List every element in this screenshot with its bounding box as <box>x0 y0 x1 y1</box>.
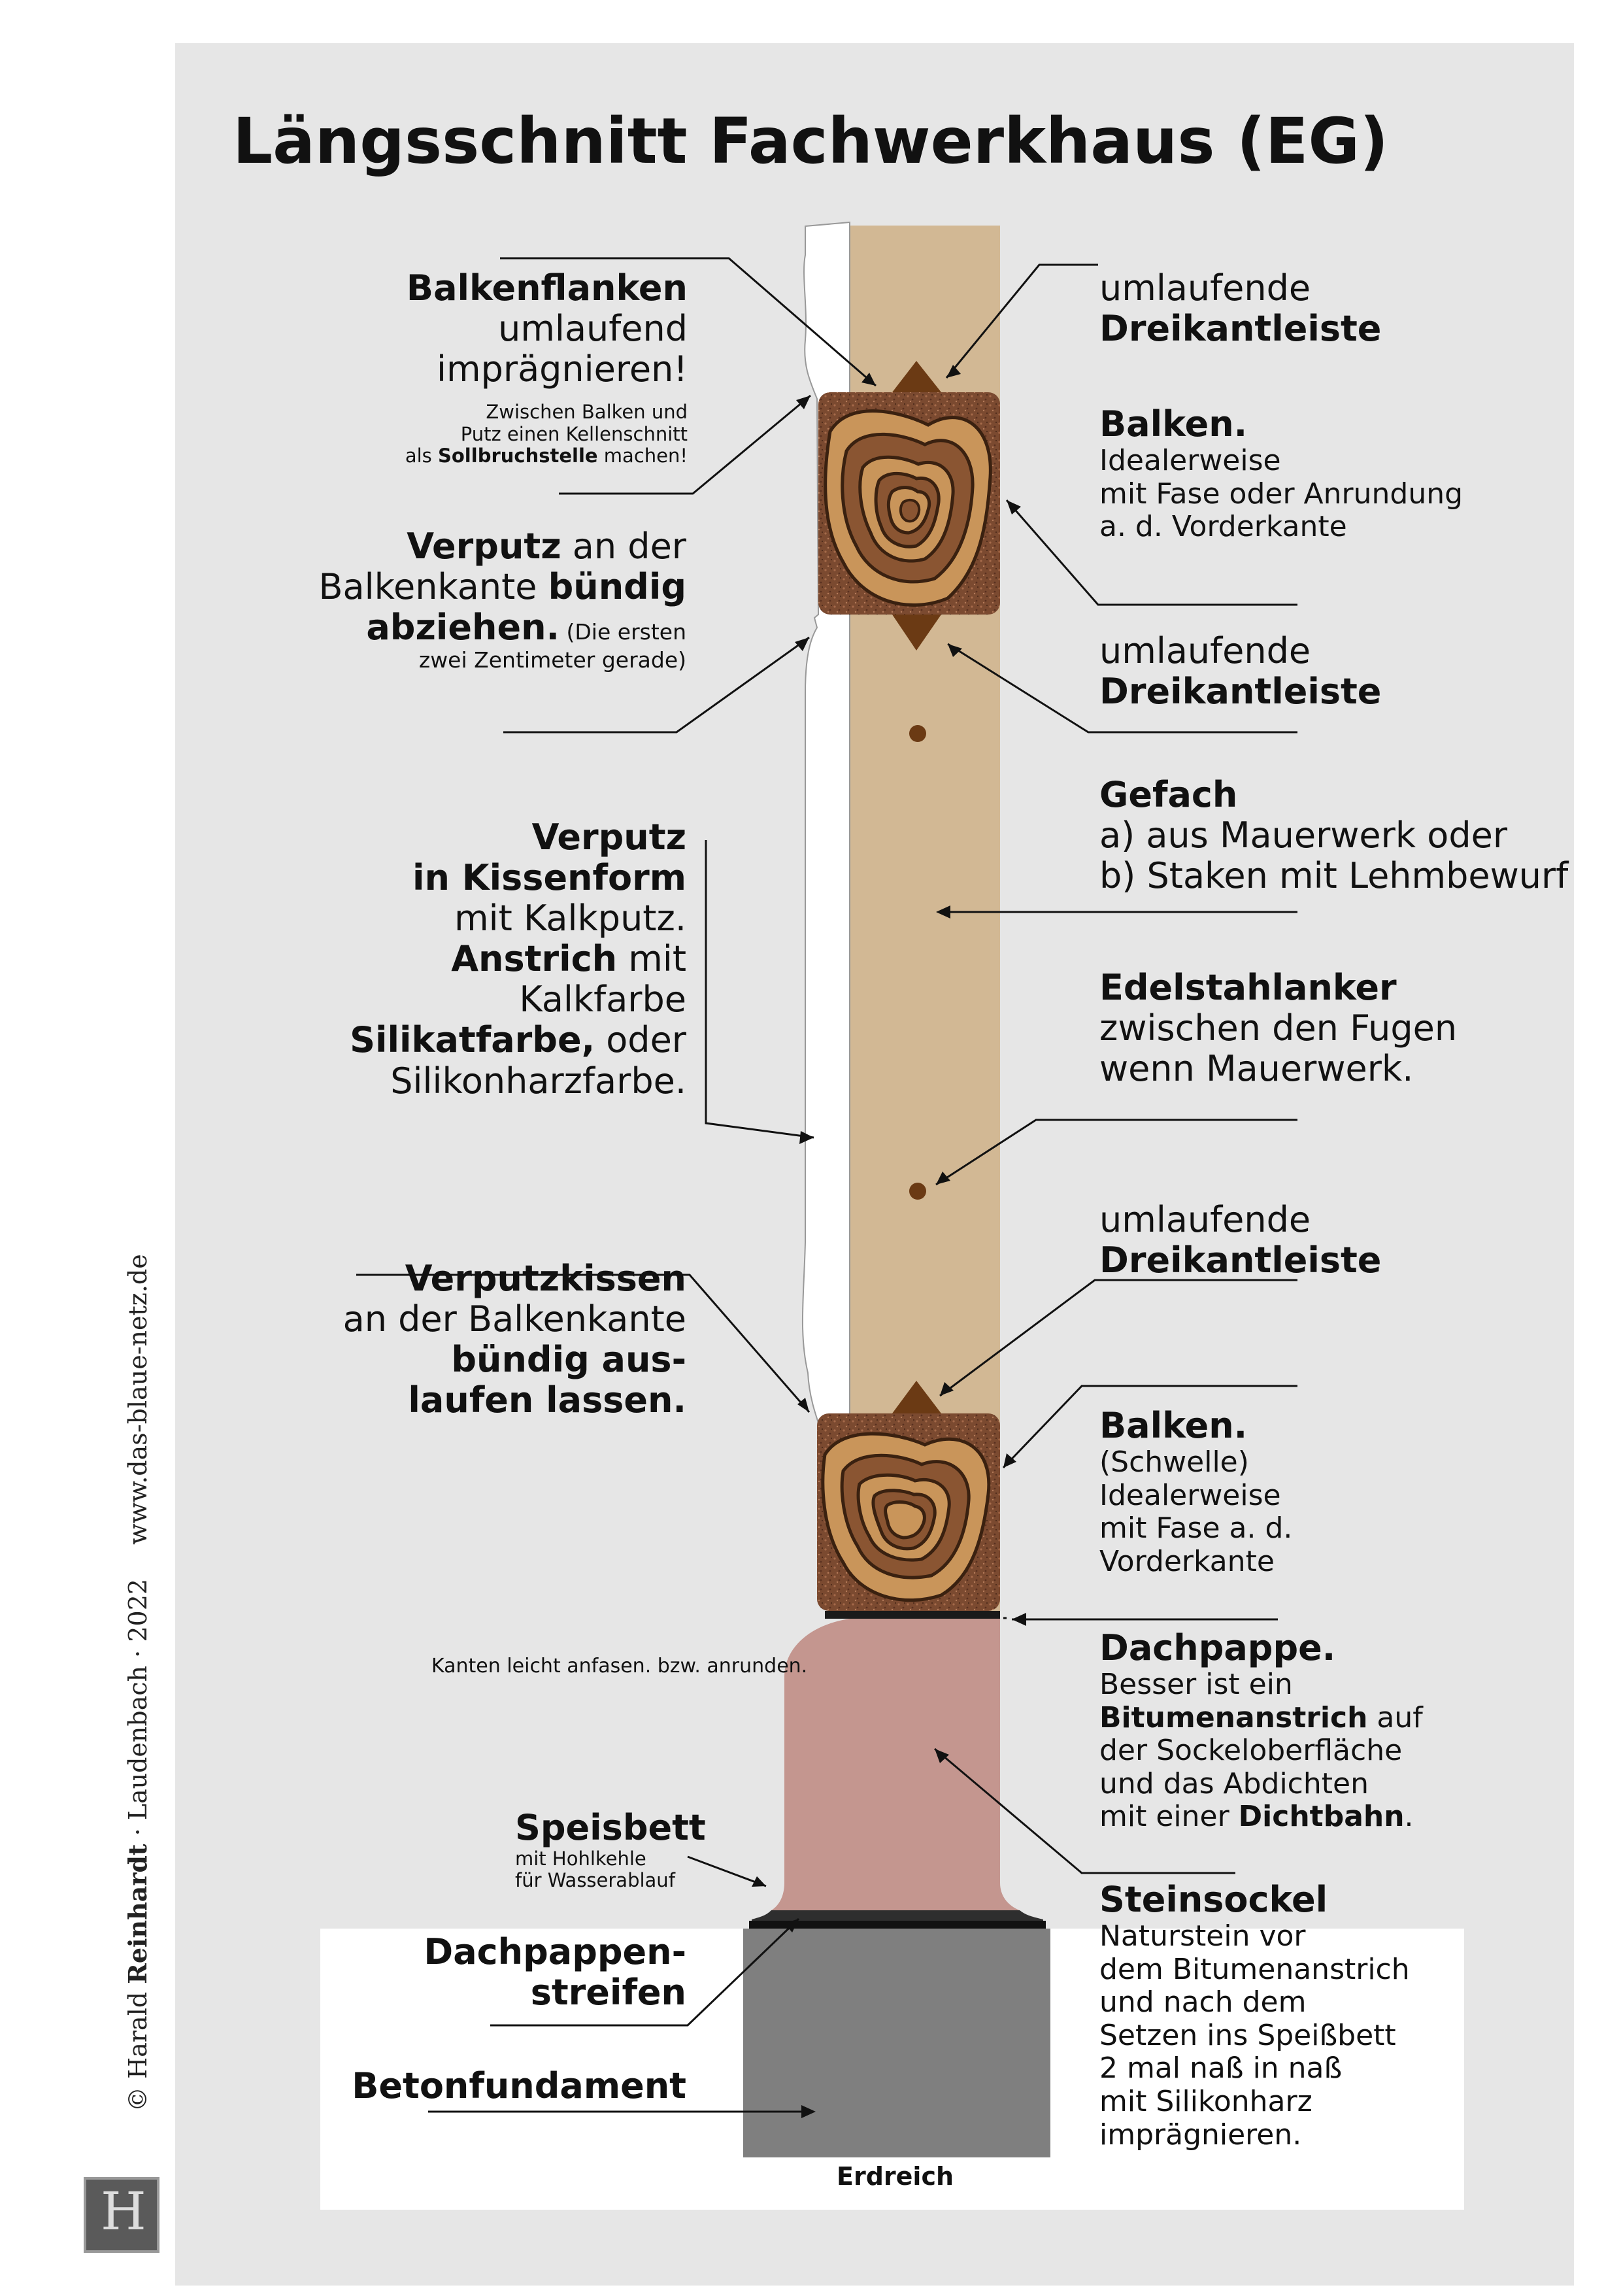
label-gefach: Gefach a) aus Mauerwerk oder b) Staken mit Lehmbewurf <box>1099 774 1569 897</box>
label-dreikantleiste-2: umlaufende Dreikantleiste <box>1099 630 1382 713</box>
label-verputz-balkenkante: Verputz an der Balkenkante bündig abziehen. (Die ersten zwei Zentimeter gerade) <box>318 526 686 673</box>
anchor-dot-1 <box>909 725 926 742</box>
anchor-dot-2 <box>909 1183 926 1200</box>
label-dachpappenstreifen: Dachpappen- streifen <box>424 1931 686 2014</box>
label-edelstahlanker: Edelstahlanker zwischen den Fugen wenn Mauerwerk. <box>1099 967 1458 1090</box>
label-balken-schwelle: Balken. (Schwelle) Idealerweise mit Fase a. d. Vorderkante <box>1099 1405 1293 1578</box>
label-verputz-kissenform: Verputz in Kissenform mit Kalkputz. Anstrich mit Kalkfarbe Silikatfarbe, oder Silikonharzfarbe. <box>350 817 686 1102</box>
upper-beam <box>818 392 1000 615</box>
lower-beam <box>817 1413 1000 1611</box>
steinsockel <box>771 1619 1020 1910</box>
label-dreikantleiste-3: umlaufende Dreikantleiste <box>1099 1199 1382 1281</box>
label-dachpappe: Dachpappe. Besser ist ein Bitumenanstrich auf der Sockeloberfläche und das Abdichten mit einer Dichtbahn. <box>1099 1627 1423 1834</box>
label-speisbett: Speisbett mit Hohlkehle für Wasserablauf <box>515 1807 706 1892</box>
betonfundament <box>743 1929 1050 2157</box>
logo-icon: H <box>84 2177 159 2253</box>
page-title: Längsschnitt Fachwerkhaus (EG) <box>232 105 1389 178</box>
label-verputzkissen: Verputzkissen an der Balkenkante bündig aus- laufen lassen. <box>343 1258 686 1421</box>
note-sollbruchstelle: als Sollbruchstelle machen! <box>405 444 688 467</box>
label-dreikantleiste-1: umlaufende Dreikantleiste <box>1099 267 1382 350</box>
label-betonfundament: Betonfundament <box>352 2065 686 2106</box>
dachpappe-strip <box>825 1611 1000 1619</box>
label-kanten: Kanten leicht anfasen. bzw. anrunden. <box>431 1655 808 1678</box>
label-steinsockel: Steinsockel Naturstein vor dem Bitumenanstrich und nach dem Setzen ins Speißbett 2 mal naß in naß mit Silikonharz imprägnieren. <box>1099 1879 1410 2152</box>
credit-line: © Harald Reinhardt · Laudenbach · 2022 www.das-blaue-netz.de <box>123 1254 152 2112</box>
label-balkenflanken: Balkenflanken umlaufend imprägnieren! Zwischen Balken und Putz einen Kellenschnitt als Sollbruchstelle machen! <box>405 267 688 467</box>
website-link[interactable]: www.das-blaue-netz.de <box>124 1254 152 1545</box>
label-balken-1: Balken. Idealerweise mit Fase oder Anrundung a. d. Vorderkante <box>1099 403 1463 544</box>
label-erdreich: Erdreich <box>837 2162 954 2191</box>
